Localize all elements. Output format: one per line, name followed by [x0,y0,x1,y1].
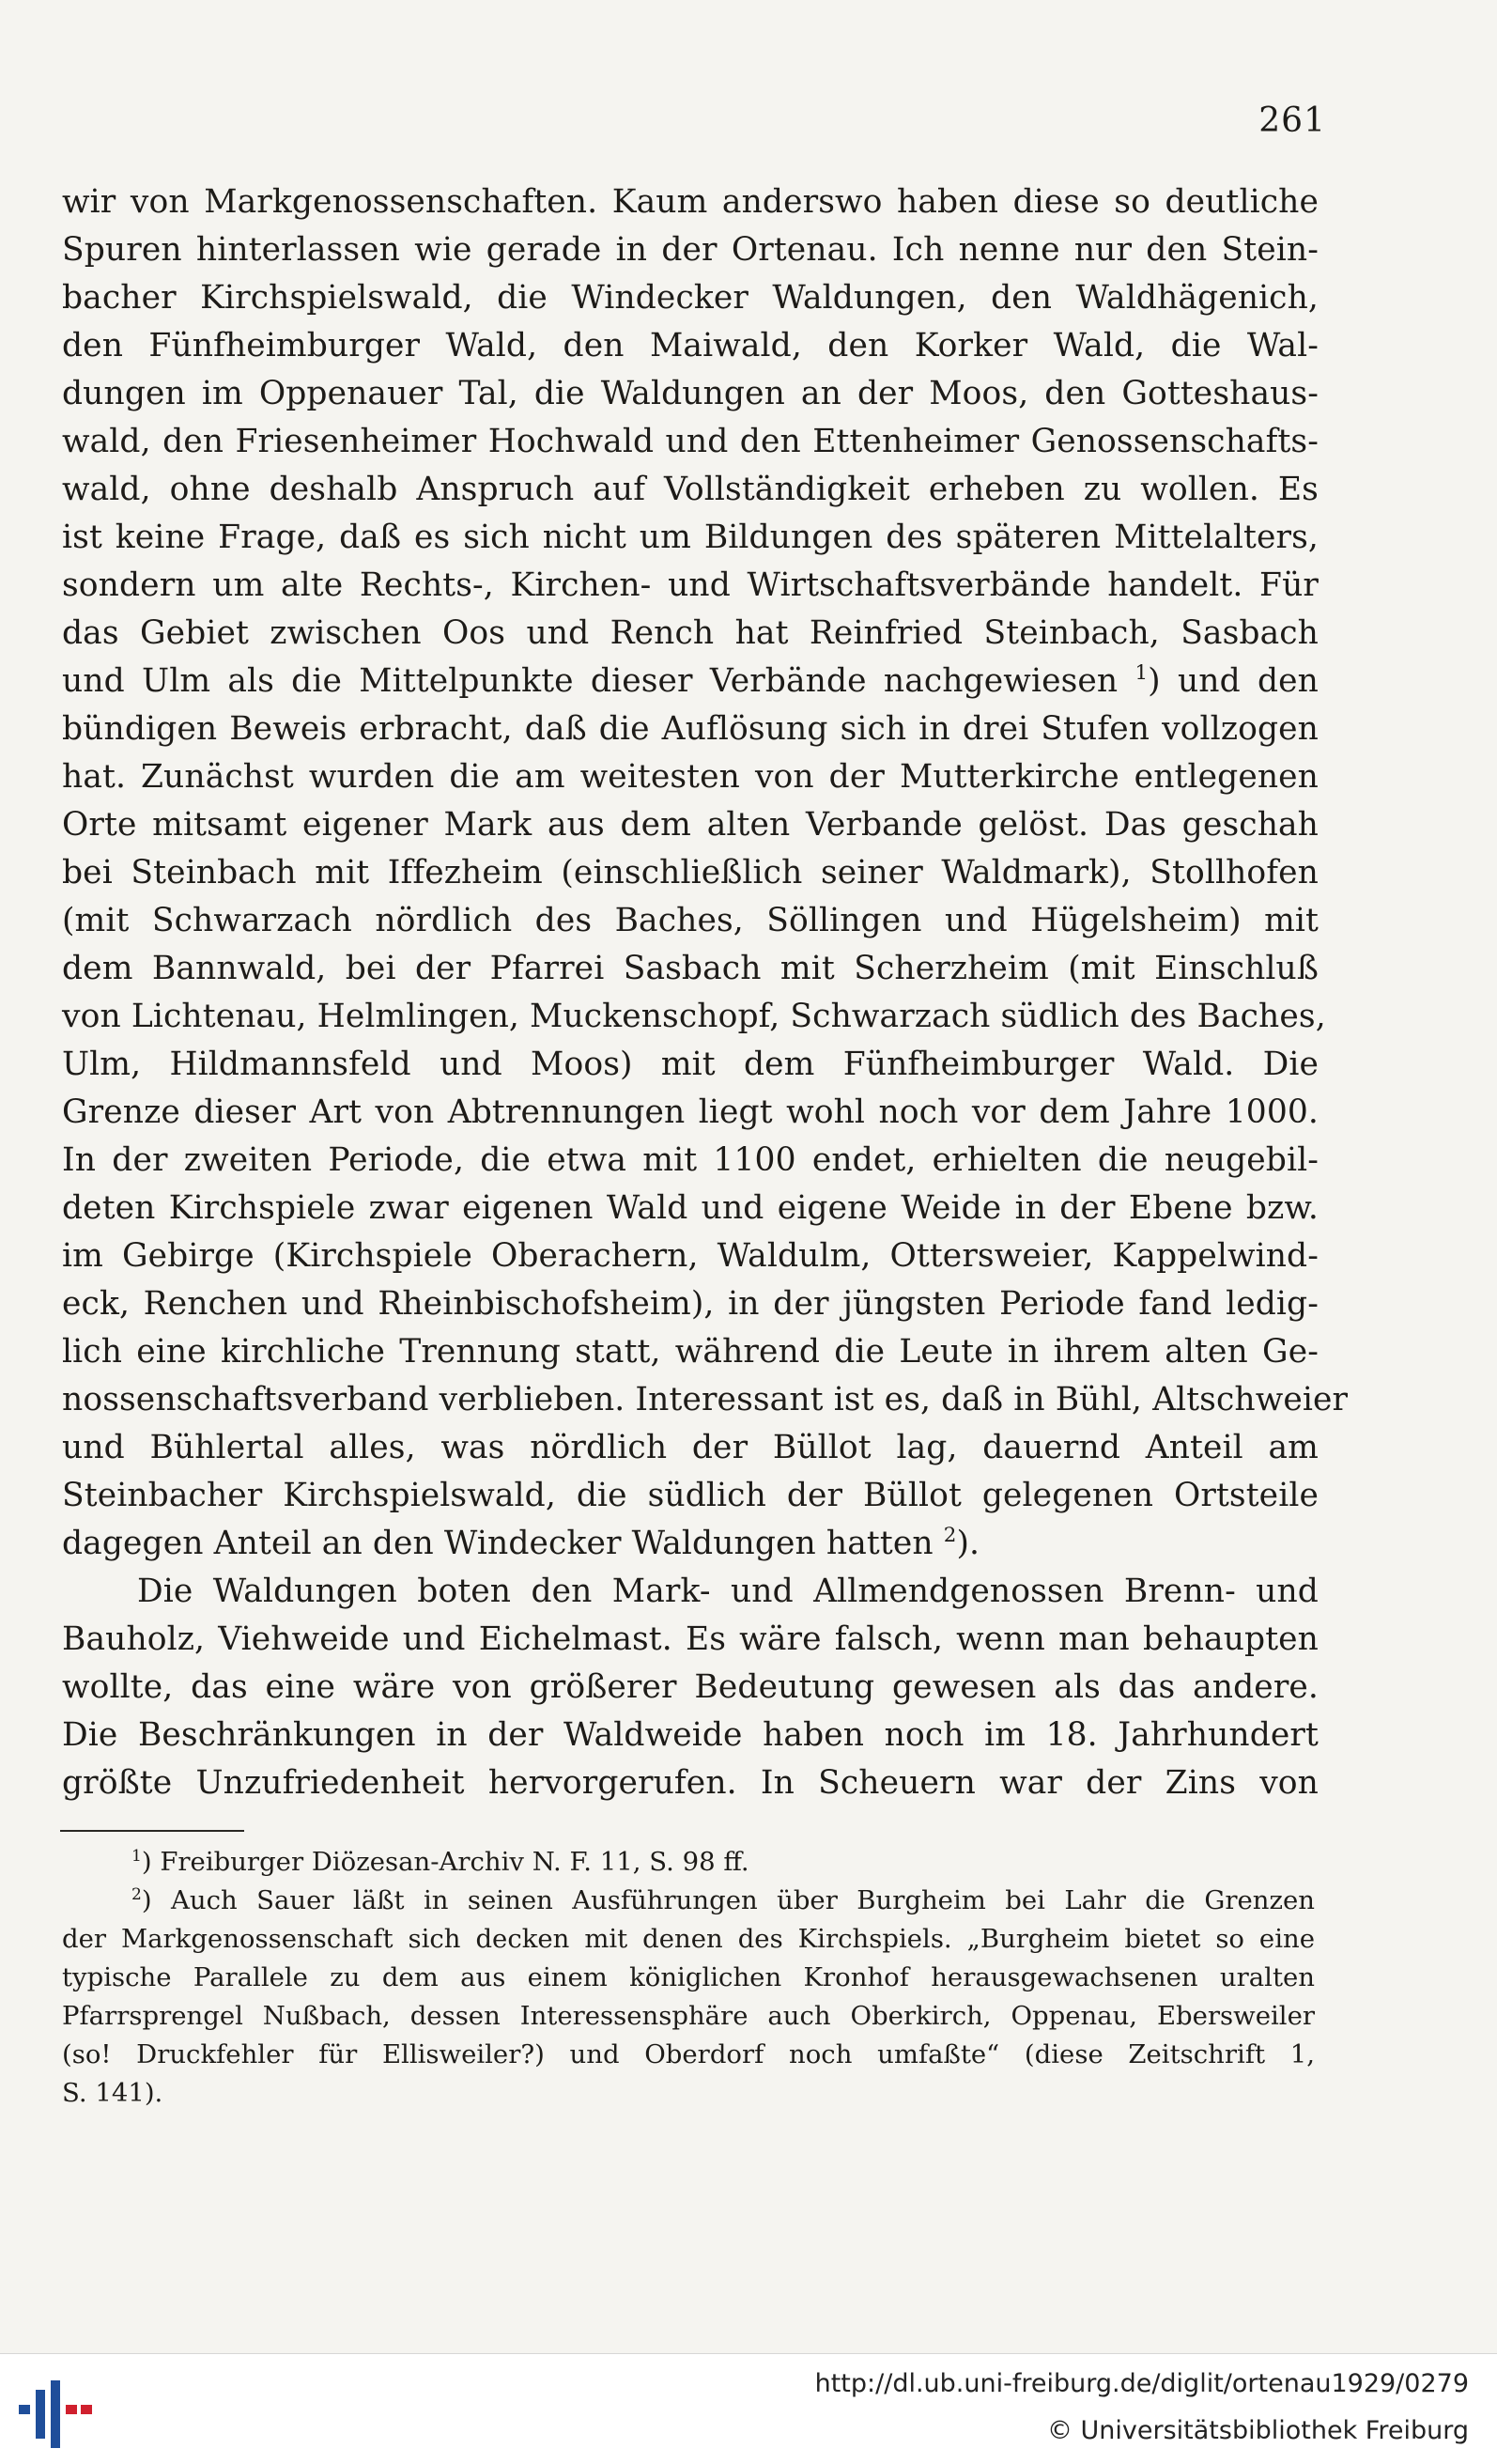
text-line: Steinbacher Kirchspielswald, die südlich der Büllot gelegenen Ortsteile [62,1477,1319,1514]
viewer-footer [0,2353,1497,2464]
main-text [62,178,1349,1807]
text-line: Bauholz, Viehweide und Eichelmast. Es wäre falsch, wenn man behaupten [62,1620,1319,1658]
text-line: wald, den Friesenheimer Hochwald und den Ettenheimer Genossenschafts- [62,423,1319,460]
text-line: im Gebirge (Kirchspiele Oberachern, Waldulm, Ottersweier, Kappelwind- [62,1237,1319,1275]
text-segment: und Ulm als die Mittelpunkte dieser Verbände nachgewiesen [62,662,1119,700]
footnote-mark: 2 [131,1884,142,1904]
text-line: Die Waldungen boten den Mark- und Allmendgenossen Brenn- und [137,1573,1319,1610]
footnote-line: der Markgenossenschaft sich decken mit denen des Kirchspiels. „Burgheim bietet so eine [62,1924,1315,1954]
text-line: Die Beschränkungen in der Waldweide haben noch im 18. Jahrhundert [62,1716,1319,1754]
footnote-line: (so! Druckfehler für Ellisweiler?) und Oberdorf noch umfaßte“ (diese Zeitschrift 1, [62,2039,1315,2069]
text-line: Grenze dieser Art von Abtrennungen liegt wohl noch vor dem Jahre 1000. [62,1093,1319,1131]
copyright-notice: © Universitätsbibliothek Freiburg [1046,2416,1469,2445]
text-line: Spuren hinterlassen wie gerade in der Ortenau. Ich nenne nur den Stein- [62,231,1319,269]
text-line: bündigen Beweis erbracht, daß die Auflösung sich in drei Stufen vollzogen [62,710,1319,748]
document-url-link[interactable]: http://dl.ub.uni-freiburg.de/diglit/ortenau1929/0279 [814,2369,1469,2398]
footnote-mark: 1 [131,1846,142,1866]
footnote-2: $^2$) Auch Sauer läßt in seinen Ausführungen über Burgheim bei Lahr die Grenzen [131,1884,1315,1915]
text-line: lich eine kirchliche Trennung statt, während die Leute in ihrem alten Ge- [62,1333,1319,1371]
text-line: das Gebiet zwischen Oos und Rench hat Reinfried Steinbach, Sasbach [62,614,1319,652]
text-line: In der zweiten Periode, die etwa mit 1100 endet, erhielten die neugebil- [62,1141,1319,1179]
text-line: hat. Zunächst wurden die am weitesten von der Mutterkirche entlegenen [62,758,1319,796]
text-segment: ). [956,1525,980,1562]
text-line: (mit Schwarzach nördlich des Baches, Söllingen und Hügelsheim) mit [62,902,1319,939]
text-line: von Lichtenau, Helmlingen, Muckenschopf, Schwarzach südlich des Baches, [62,998,1326,1035]
text-line: Ulm, Hildmannsfeld und Moos) mit dem Fünfheimburger Wald. Die [62,1046,1319,1083]
text-line-with-footnote-ref [62,1520,1319,1568]
text-line: bacher Kirchspielswald, die Windecker Waldungen, den Waldhägenich, [62,279,1319,317]
text-line: größte Unzufriedenheit hervorgerufen. In Scheuern war der Zins von [62,1764,1319,1802]
page-number: 261 [1258,101,1326,140]
text-line: nossenschaftsverband verblieben. Interessant ist es, daß in Bühl, Altschweier [62,1381,1349,1418]
text-line: wald, ohne deshalb Anspruch auf Vollständigkeit erheben zu wollen. Es [62,471,1319,508]
footnote-text: Auch Sauer läßt in seinen Ausführungen über Burgheim bei Lahr die Grenzen [151,1885,1315,1915]
text-line: dem Bannwald, bei der Pfarrei Sasbach mit Scherzheim (mit Einschluß [62,950,1319,987]
ub-freiburg-logo-icon[interactable] [15,2377,96,2452]
footnote-text: Freiburger Diözesan-Archiv N. F. 11, S. 98 ff. [151,1847,749,1877]
footnote-line: typische Parallele zu dem aus einem königlichen Kronhof herausgewachsenen uralten [62,1962,1315,1992]
text-line: ist keine Frage, daß es sich nicht um Bildungen des späteren Mittelalters, [62,519,1319,556]
footnote-ref-2[interactable]: 2 [943,1524,957,1548]
text-line: eck, Renchen und Rheinbischofsheim), in der jüngsten Periode fand ledig- [62,1285,1319,1323]
text-line-with-footnote-ref: und Ulm als die Mittelpunkte dieser Verbände nachgewiesen $^1$) und den [62,661,1319,700]
text-line: Orte mitsamt eigener Mark aus dem alten Verbande gelöst. Das geschah [62,806,1319,844]
text-line: wir von Markgenossenschaften. Kaum anderswo haben diese so deutliche [62,183,1319,221]
footnote-ref-1[interactable]: 1 [1134,661,1149,686]
text-line: und Bühlertal alles, was nördlich der Büllot lag, dauernd Anteil am [62,1429,1319,1466]
text-segment: dagegen Anteil an den Windecker Waldungen hatten [62,1525,934,1562]
text-line: den Fünfheimburger Wald, den Maiwald, den Korker Wald, die Wal- [62,327,1319,364]
footnotes [62,1843,1315,2113]
footnote-line: Pfarrsprengel Nußbach, dessen Interessensphäre auch Oberkirch, Oppenau, Ebersweiler [62,2001,1315,2031]
footnote-line: S. 141). [62,2078,163,2108]
text-line: deten Kirchspiele zwar eigenen Wald und eigene Weide in der Ebene bzw. [62,1189,1319,1227]
text-line: wollte, das eine wäre von größerer Bedeutung gewesen als das andere. [62,1668,1319,1706]
footnote-divider [60,1830,244,1832]
text-line: sondern um alte Rechts-, Kirchen- und Wirtschaftsverbände handelt. Für [62,566,1319,604]
text-line: bei Steinbach mit Iffezheim (einschließlich seiner Waldmark), Stollhofen [62,854,1319,891]
text-line: dungen im Oppenauer Tal, die Waldungen an der Moos, den Gotteshaus- [62,375,1319,412]
text-segment: und den [1160,662,1319,700]
footnote-1: $^1$) Freiburger Diözesan-Archiv N. F. 11, S. 98 ff. [131,1846,749,1877]
